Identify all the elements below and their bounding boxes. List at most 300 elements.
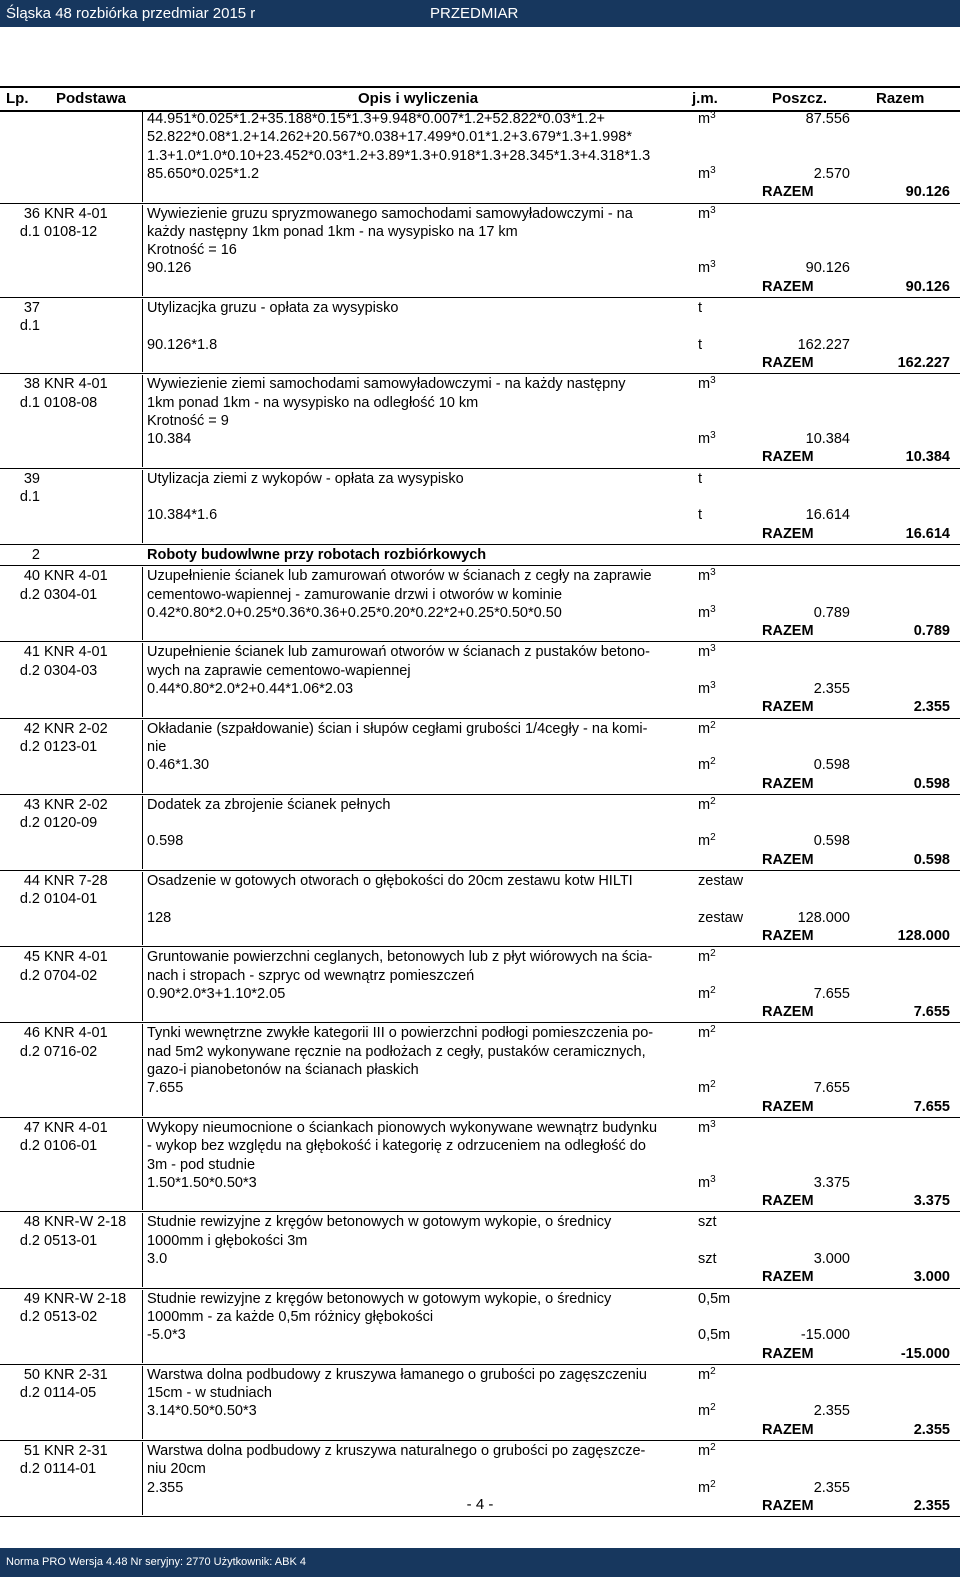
norm-code: KNR 4-01: [44, 949, 108, 966]
unit: szt: [698, 1251, 717, 1267]
item-line: [0, 948, 960, 966]
calc-text: -5.0*3: [147, 1327, 186, 1344]
norm-code: KNR 2-31: [44, 1443, 108, 1459]
calc-line: [0, 506, 960, 524]
item-description: Studnie rewizyjne z kręgów betonowych w gotowym wykopie, o średnicy: [147, 1290, 612, 1307]
norm-code: KNR 2-02: [44, 796, 108, 813]
header-document-type: PRZEDMIAR: [430, 5, 519, 22]
item-description: cementowo-wapiennej - zamurowanie drzwi i otworów w kominie: [147, 586, 563, 603]
item-line: [0, 890, 960, 908]
calc-text: 10.384: [147, 431, 192, 448]
calc-line: [0, 1479, 960, 1497]
calc-text: 90.126: [147, 260, 192, 277]
calc-text: 0.90*2.0*3+1.10*2.05: [147, 985, 286, 1002]
continuation-line: [0, 147, 960, 165]
partial-value: 2.355: [813, 681, 850, 697]
item-line: [0, 1137, 960, 1155]
item-line: [0, 488, 960, 506]
item-number: 37: [23, 300, 40, 316]
column-divider: [142, 720, 143, 793]
calc-line: [0, 832, 960, 850]
row-separator: [0, 203, 960, 204]
razem-value: 128.000: [897, 927, 950, 944]
razem-line: [0, 354, 960, 372]
item-description: Krotność = 9: [147, 412, 229, 429]
item-line: [0, 1308, 960, 1326]
unit: $m^2$: [698, 719, 716, 737]
item-line: [0, 1232, 960, 1250]
norm-code-number: 0104-01: [44, 891, 98, 908]
calc-line: [0, 1250, 960, 1268]
unit: t: [698, 336, 703, 353]
item-line: [0, 872, 960, 890]
column-divider: [142, 1119, 143, 1211]
item-section: d.1: [19, 489, 40, 505]
razem-line: [0, 183, 960, 201]
item-description: 15cm - w studniach: [147, 1385, 272, 1402]
row-separator: [0, 718, 960, 719]
norm-code: KNR 4-01: [44, 1025, 108, 1042]
item-number: 40: [23, 568, 40, 585]
footer-text: Norma PRO Wersja 4.48 Nr seryjny: 2770 Użytkownik: ABK 4: [6, 1556, 306, 1568]
item-line: [0, 662, 960, 680]
calc-text: 1.3+1.0*1.0*0.10+23.452*0.03*1.2+3.89*1.3+0.918*1.3+28.345*1.3+4.318*1.3: [147, 147, 651, 164]
page-footer: [0, 1548, 960, 1577]
item-line: [0, 394, 960, 412]
calc-line: [0, 1079, 960, 1097]
item-description: gazo-i pianobetonów na ścianach płaskich: [147, 1062, 419, 1078]
razem-label: RAZEM: [762, 1345, 814, 1362]
partial-value: -15.000: [800, 1327, 850, 1344]
item-line: [0, 1119, 960, 1137]
item-line: [0, 1384, 960, 1402]
partial-value: 3.375: [813, 1174, 850, 1191]
razem-value: 90.126: [905, 278, 950, 295]
calc-line: [0, 909, 960, 927]
norm-code: KNR 4-01: [44, 205, 108, 222]
row-separator: [0, 1022, 960, 1023]
item-description: Wykopy nieumocnione o ściankach pionowych wykonywane wewnątrz budynku: [147, 1119, 658, 1136]
item-number: 48: [23, 1214, 40, 1231]
calc-text: 7.655: [147, 1080, 184, 1097]
unit: t: [698, 300, 703, 316]
unit: $m^3$: [698, 603, 716, 621]
calc-text: 85.650*0.025*1.2: [147, 165, 260, 182]
razem-value: 2.355: [913, 1497, 950, 1514]
razem-value: 7.655: [913, 1098, 950, 1115]
column-divider: [142, 796, 143, 869]
razem-line: [0, 1098, 960, 1116]
razem-label: RAZEM: [762, 623, 814, 640]
razem-line: [0, 622, 960, 640]
unit: $m^2$: [698, 984, 716, 1002]
unit: $m^3$: [698, 375, 716, 393]
unit: zestaw: [698, 873, 744, 889]
razem-value: 2.355: [913, 699, 950, 716]
item-description: Warstwa dolna podbudowy z kruszywa łamanego o grubości po zagęszczeniu: [147, 1366, 647, 1383]
item-number: 42: [23, 720, 40, 737]
razem-label: RAZEM: [762, 1098, 814, 1115]
column-divider: [142, 567, 143, 640]
calc-text: 0.46*1.30: [147, 757, 210, 774]
partial-value: 3.000: [813, 1251, 850, 1267]
item-description: Utylizacjka gruzu - opłata za wysypisko: [147, 300, 399, 316]
item-section: d.2: [19, 891, 40, 908]
item-line: [0, 317, 960, 335]
unit: $m^3$: [698, 259, 716, 277]
partial-value: 87.556: [805, 111, 850, 127]
calc-text: 0.42*0.80*2.0+0.25*0.36*0.36+0.25*0.20*0.22*2+0.25*0.50*0.50: [147, 604, 562, 621]
item-description: wych na zaprawie cementowo-wapiennej: [147, 662, 411, 679]
unit: $m^2$: [698, 1024, 716, 1042]
item-line: [0, 738, 960, 756]
item-line: [0, 1442, 960, 1460]
item-description: Tynki wewnętrzne zwykłe kategorii III o powierzchni podłogi pomieszczenia po-: [147, 1025, 654, 1042]
calc-text: 3.0: [147, 1251, 168, 1267]
razem-label: RAZEM: [762, 927, 814, 944]
item-number: 39: [23, 470, 40, 487]
razem-line: [0, 1345, 960, 1363]
item-number: 36: [23, 205, 40, 222]
column-divider: [142, 470, 143, 543]
item-line: [0, 205, 960, 223]
col-podstawa: Podstawa: [56, 90, 127, 107]
col-poszcz: Poszcz.: [772, 90, 828, 107]
razem-line: [0, 525, 960, 543]
item-line: [0, 1156, 960, 1174]
razem-value: 162.227: [897, 354, 950, 371]
item-description: Dodatek za zbrojenie ścianek pełnych: [147, 796, 391, 813]
item-number: 49: [23, 1290, 40, 1307]
item-description: - wykop bez względu na głębokość i kategorię z odrzuceniem na odległość do: [147, 1138, 646, 1155]
razem-label: RAZEM: [762, 1004, 814, 1021]
item-description: Studnie rewizyjne z kręgów betonowych w gotowym wykopie, o średnicy: [147, 1214, 612, 1231]
calc-line: [0, 985, 960, 1003]
razem-label: RAZEM: [762, 278, 814, 295]
row-separator: [0, 373, 960, 374]
norm-code: KNR-W 2-18: [44, 1290, 127, 1307]
norm-code-number: 0716-02: [44, 1043, 98, 1060]
norm-code: KNR 4-01: [44, 644, 108, 661]
item-line: [0, 470, 960, 488]
razem-line: [0, 1192, 960, 1210]
column-divider: [142, 1024, 143, 1116]
unit: zestaw: [698, 909, 744, 926]
item-section: d.2: [19, 1043, 40, 1060]
column-divider: [142, 1366, 143, 1439]
partial-value: 0.598: [813, 757, 850, 774]
item-line: [0, 1213, 960, 1231]
razem-label: RAZEM: [762, 184, 814, 201]
item-section: d.2: [19, 1385, 40, 1402]
row-separator: [0, 1516, 960, 1517]
item-number: 45: [23, 949, 40, 966]
item-line: [0, 643, 960, 661]
razem-value: 90.126: [905, 184, 950, 201]
row-separator: [0, 870, 960, 871]
razem-label: RAZEM: [762, 1269, 814, 1286]
item-line: [0, 1043, 960, 1061]
item-line: [0, 1366, 960, 1384]
item-line: [0, 299, 960, 317]
calc-text: 10.384*1.6: [147, 507, 218, 524]
unit: $m^2$: [698, 756, 716, 774]
item-line: [0, 223, 960, 241]
norm-code-number: 0114-05: [44, 1385, 97, 1402]
item-description: nie: [147, 738, 167, 755]
norm-code: KNR 4-01: [44, 568, 108, 585]
item-section: d.2: [19, 1232, 40, 1249]
item-description: Osadzenie w gotowych otworach o głębokości do 20cm zestawu kotw HILTI: [147, 873, 633, 889]
item-section: d.2: [19, 815, 40, 832]
razem-value: 10.384: [905, 449, 950, 466]
row-separator: [0, 565, 960, 566]
norm-code-number: 0108-08: [44, 394, 98, 411]
unit: $m^2$: [698, 1478, 716, 1496]
razem-line: [0, 448, 960, 466]
page-header: [0, 0, 960, 27]
page-number: - 4 -: [466, 1496, 494, 1513]
norm-code: KNR 4-01: [44, 1119, 108, 1136]
item-description: Utylizacja ziemi z wykopów - opłata za wysypisko: [147, 470, 464, 487]
calc-text: 0.598: [147, 833, 184, 850]
col-razem: Razem: [876, 90, 925, 107]
row-separator: [0, 297, 960, 298]
razem-line: [0, 775, 960, 793]
row-separator: [0, 1288, 960, 1289]
razem-value: 0.789: [913, 623, 950, 640]
item-description: 3m - pod studnie: [147, 1156, 256, 1173]
item-section: d.2: [19, 1461, 40, 1478]
item-line: [0, 796, 960, 814]
norm-code-number: 0304-03: [44, 662, 98, 679]
item-line: [0, 1290, 960, 1308]
item-line: [0, 814, 960, 832]
row-separator: [0, 946, 960, 947]
partial-value: 90.126: [805, 260, 850, 277]
razem-label: RAZEM: [762, 525, 814, 542]
item-description: niu 20cm: [147, 1461, 206, 1478]
razem-label: RAZEM: [762, 1193, 814, 1210]
razem-value: 16.614: [905, 525, 950, 542]
calc-text: 90.126*1.8: [147, 336, 218, 353]
item-description: każdy następny 1km ponad 1km - na wysypisko na 17 km: [147, 223, 518, 240]
item-line: [0, 1061, 960, 1079]
razem-label: RAZEM: [762, 699, 814, 716]
partial-value: 162.227: [797, 336, 850, 353]
razem-label: RAZEM: [762, 775, 814, 792]
item-number: 50: [23, 1366, 40, 1383]
item-number: 47: [23, 1119, 40, 1136]
calc-line: [0, 604, 960, 622]
razem-line: [0, 1003, 960, 1021]
item-line: [0, 1460, 960, 1478]
calc-line: [0, 1326, 960, 1344]
partial-value: 16.614: [805, 507, 850, 524]
razem-value: 7.655: [913, 1004, 950, 1021]
norm-code-number: 0513-02: [44, 1308, 98, 1325]
razem-value: -15.000: [900, 1345, 950, 1362]
item-line: [0, 241, 960, 259]
norm-code-number: 0106-01: [44, 1138, 98, 1155]
unit: $m^2$: [698, 832, 716, 850]
col-opis: Opis i wyliczenia: [358, 90, 479, 107]
item-description: nad 5m2 wykonywane ręcznie na podłożach z cegły, pustaków ceramicznych,: [147, 1043, 646, 1060]
item-description: nach i stropach - szpryc od wewnątrz pomieszczeń: [147, 967, 475, 984]
razem-value: 0.598: [913, 851, 950, 868]
calc-text: 128: [147, 909, 172, 926]
razem-value: 3.000: [913, 1269, 950, 1286]
item-section: d.1: [19, 223, 40, 240]
calc-text: 1.50*1.50*0.50*3: [147, 1174, 257, 1191]
calc-text: 0.44*0.80*2.0*2+0.44*1.06*2.03: [147, 681, 354, 697]
column-header-row: [0, 86, 960, 112]
unit: $m^3$: [698, 567, 716, 585]
item-section: d.1: [19, 318, 40, 335]
razem-value: 0.598: [913, 775, 950, 792]
norm-code: KNR 4-01: [44, 376, 108, 393]
item-section: d.2: [19, 738, 40, 755]
continuation-line: [0, 165, 960, 183]
column-divider: [142, 110, 143, 202]
calc-text: 52.822*0.08*1.2+14.262+20.567*0.038+17.499*0.01*1.2+3.679*1.3+1.998*: [147, 129, 633, 146]
item-section: d.2: [19, 967, 40, 984]
unit: $m^3$: [698, 110, 716, 127]
norm-code-number: 0513-01: [44, 1232, 98, 1249]
column-divider: [142, 1290, 143, 1363]
razem-line: [0, 278, 960, 296]
unit: t: [698, 507, 703, 524]
item-number: 51: [23, 1443, 40, 1459]
item-number: 41: [23, 644, 40, 661]
calc-line: [0, 756, 960, 774]
item-description: 1000mm - za każde 0,5m różnicy głębokości: [147, 1308, 434, 1325]
item-number: 46: [23, 1025, 40, 1042]
row-separator: [0, 641, 960, 642]
unit: $m^3$: [698, 164, 716, 182]
calc-line: [0, 259, 960, 277]
item-line: [0, 567, 960, 585]
partial-value: 0.598: [813, 833, 850, 850]
section-number: 2: [31, 546, 40, 563]
item-line: [0, 1024, 960, 1042]
calc-line: [0, 1402, 960, 1420]
item-number: 38: [23, 376, 40, 393]
unit: $m^2$: [698, 1365, 716, 1383]
item-number: 43: [23, 796, 40, 813]
item-line: [0, 967, 960, 985]
item-line: [0, 720, 960, 738]
item-line: [0, 586, 960, 604]
unit: 0,5m: [698, 1327, 731, 1344]
norm-code: KNR 2-31: [44, 1366, 108, 1383]
unit: $m^3$: [698, 204, 716, 222]
item-description: Warstwa dolna podbudowy z kruszywa naturalnego o grubości po zagęszcze-: [147, 1443, 646, 1459]
row-separator: [0, 1440, 960, 1441]
unit: $m^3$: [698, 1118, 716, 1136]
item-section: d.2: [19, 662, 40, 679]
unit: $m^2$: [698, 948, 716, 966]
item-description: Krotność = 16: [147, 242, 237, 259]
razem-line: [0, 1268, 960, 1286]
calc-text: 2.355: [147, 1479, 184, 1496]
razem-value: 3.375: [913, 1193, 950, 1210]
column-divider: [142, 948, 143, 1021]
razem-line: [0, 1421, 960, 1439]
section-heading: [0, 546, 960, 564]
calc-line: [0, 680, 960, 698]
item-line: [0, 412, 960, 430]
partial-value: 0.789: [813, 604, 850, 621]
item-number: 44: [23, 873, 40, 889]
row-separator: [0, 1364, 960, 1365]
unit: $m^3$: [698, 430, 716, 448]
calc-line: [0, 1174, 960, 1192]
row-separator: [0, 544, 960, 545]
row-separator: [0, 468, 960, 469]
unit: $m^2$: [698, 1402, 716, 1420]
unit: $m^2$: [698, 1079, 716, 1097]
norm-code: KNR 7-28: [44, 873, 108, 889]
column-divider: [142, 205, 143, 297]
item-description: 1000mm i głębokości 3m: [147, 1232, 308, 1249]
item-description: Wywiezienie gruzu spryzmowanego samochodami samowyładowczymi - na: [147, 205, 633, 222]
row-separator: [0, 1211, 960, 1212]
unit: 0,5m: [698, 1290, 731, 1307]
razem-label: RAZEM: [762, 1497, 814, 1514]
unit: $m^2$: [698, 1442, 716, 1459]
razem-label: RAZEM: [762, 354, 814, 371]
unit: $m^2$: [698, 795, 716, 813]
continuation-line: [0, 110, 960, 128]
item-description: Gruntowanie powierzchni ceglanych, betonowych lub z płyt wiórowych na ścia-: [147, 949, 653, 966]
razem-label: RAZEM: [762, 851, 814, 868]
unit: $m^3$: [698, 680, 716, 697]
norm-code: KNR-W 2-18: [44, 1214, 127, 1231]
partial-value: 7.655: [813, 985, 850, 1002]
column-divider: [142, 643, 143, 716]
unit: $m^3$: [698, 1173, 716, 1191]
norm-code-number: 0114-01: [44, 1461, 97, 1478]
continuation-line: [0, 128, 960, 146]
column-divider: [142, 872, 143, 945]
partial-value: 2.570: [813, 165, 850, 182]
item-section: d.2: [19, 1308, 40, 1325]
razem-line: [0, 698, 960, 716]
razem-line: [0, 927, 960, 945]
col-jm: j.m.: [692, 90, 718, 107]
partial-value: 10.384: [805, 431, 850, 448]
partial-value: 2.355: [813, 1479, 850, 1496]
partial-value: 128.000: [797, 909, 850, 926]
row-separator: [0, 794, 960, 795]
razem-label: RAZEM: [762, 1421, 814, 1438]
section-title: Roboty budowlwne przy robotach rozbiórkowych: [147, 546, 487, 563]
unit: $m^3$: [698, 643, 716, 661]
column-divider: [142, 1213, 143, 1286]
unit: t: [698, 470, 703, 487]
calc-text: 44.951*0.025*1.2+35.188*0.15*1.3+9.948*0.007*1.2+52.822*0.03*1.2+: [147, 111, 605, 127]
partial-value: 7.655: [813, 1080, 850, 1097]
calc-line: [0, 336, 960, 354]
row-separator: [0, 1117, 960, 1118]
norm-code-number: 0704-02: [44, 967, 98, 984]
col-lp: Lp.: [6, 90, 29, 107]
item-section: d.2: [19, 586, 40, 603]
header-title: Śląska 48 rozbiórka przedmiar 2015 r: [6, 5, 256, 22]
partial-value: 2.355: [813, 1403, 850, 1420]
column-divider: [142, 375, 143, 467]
